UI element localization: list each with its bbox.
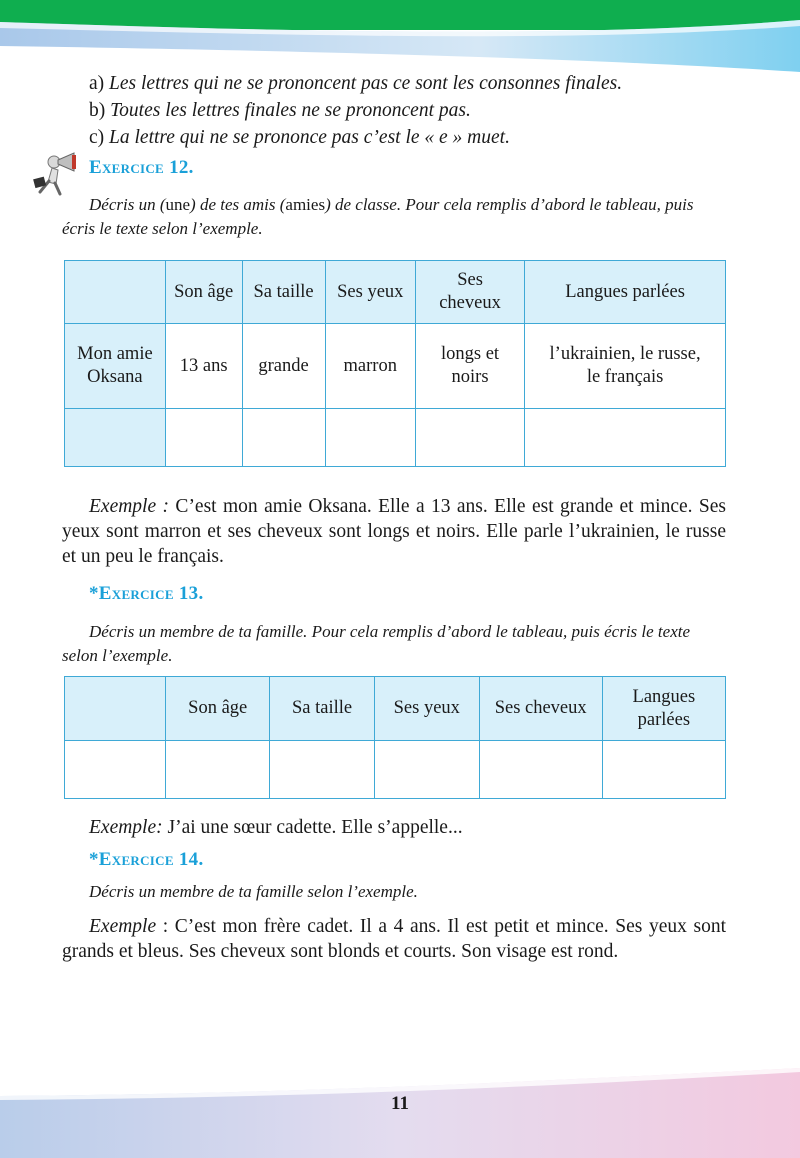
- example-label: Exemple :: [89, 496, 170, 517]
- table-cell: l’ukrainien, le russe, le français: [525, 324, 726, 409]
- instruction-part: amies: [285, 195, 326, 214]
- table-cell: grande: [242, 324, 325, 409]
- exercise-12-instruction: [62, 193, 728, 241]
- option-text: Les lettres qui ne se prononcent pas ce sont les consonnes finales.: [109, 73, 623, 94]
- exercise-14-title: *Exercice 14.: [89, 849, 204, 870]
- exercise-14-example: [62, 914, 726, 964]
- option-b: [89, 99, 471, 123]
- table-header-cell: Langues parlées: [602, 677, 725, 741]
- table-cell-empty[interactable]: [165, 409, 242, 467]
- table-header-row: [65, 261, 726, 324]
- example-text: C’est mon amie Oksana. Elle a 13 ans. Elle est grande et mince. Ses yeux sont marron et ses cheveux sont longs et noirs. Elle parle l’ukrainien, le russe et un peu le français.: [62, 496, 726, 567]
- table-header-cell: Son âge: [166, 677, 270, 741]
- table-cell: marron: [325, 324, 415, 409]
- table-header-cell: [65, 677, 166, 741]
- exercise-13-table: [64, 676, 726, 799]
- instruction-part: une: [165, 195, 191, 214]
- table-cell: Mon amie Oksana: [65, 324, 166, 409]
- table-row-empty: [65, 409, 726, 467]
- megaphone-figure-icon: [28, 150, 80, 198]
- instruction-part: ) de tes amis (: [190, 195, 286, 214]
- exercise-12-table: [64, 260, 726, 467]
- table-row: [65, 324, 726, 409]
- table-header-cell: Sa taille: [242, 261, 325, 324]
- table-cell-empty[interactable]: [415, 409, 524, 467]
- page-number: 11: [391, 1093, 409, 1114]
- table-cell: 13 ans: [165, 324, 242, 409]
- exercise-12-example: [62, 494, 726, 569]
- table-cell-empty[interactable]: [65, 409, 166, 467]
- example-label: Exemple: [89, 916, 157, 937]
- instruction-part: ) de classe. Pour cela remplis d’abord le tableau, puis écris le texte selon l’exemple.: [62, 195, 694, 238]
- example-text: : C’est mon frère cadet. Il a 4 ans. Il est petit et mince. Ses yeux sont grands et bleus. Ses cheveux sont blonds et courts. Son visage est rond.: [62, 916, 726, 962]
- option-text: La lettre qui ne se prononce pas c’est le « e » muet.: [109, 127, 510, 148]
- table-cell-empty[interactable]: [242, 409, 325, 467]
- table-cell-empty[interactable]: [270, 741, 375, 799]
- table-cell-empty[interactable]: [525, 409, 726, 467]
- exercise-13-title: *Exercice 13.: [89, 583, 204, 604]
- table-header-cell: Ses yeux: [325, 261, 415, 324]
- table-header-cell: [65, 261, 166, 324]
- table-cell-empty[interactable]: [166, 741, 270, 799]
- table-header-cell: Sa taille: [270, 677, 375, 741]
- option-text: Toutes les lettres finales ne se prononcent pas.: [110, 100, 471, 121]
- table-header-cell: Langues parlées: [525, 261, 726, 324]
- instruction-part: Décris un (: [89, 195, 166, 214]
- table-cell-empty[interactable]: [479, 741, 602, 799]
- exercise-13-example: [89, 815, 729, 840]
- option-c: [89, 126, 510, 150]
- table-header-cell: Ses cheveux: [479, 677, 602, 741]
- option-a: [89, 72, 622, 96]
- table-header-row: [65, 677, 726, 741]
- example-text: J’ai une sœur cadette. Elle s’appelle...: [162, 817, 463, 838]
- option-letter: a): [89, 73, 105, 94]
- exercise-12-title: Exercice 12.: [89, 157, 194, 178]
- top-decorative-band: [0, 0, 800, 80]
- table-cell-empty[interactable]: [374, 741, 479, 799]
- table-cell: longs et noirs: [415, 324, 524, 409]
- table-cell-empty[interactable]: [602, 741, 725, 799]
- table-header-cell: Son âge: [165, 261, 242, 324]
- table-row-empty: [65, 741, 726, 799]
- option-letter: b): [89, 100, 106, 121]
- table-header-cell: Ses yeux: [374, 677, 479, 741]
- table-cell-empty[interactable]: [325, 409, 415, 467]
- exercise-13-instruction: Décris un membre de ta famille. Pour cela remplis d’abord le tableau, puis écris le texte selon l’exemple.: [62, 622, 691, 665]
- option-letter: c): [89, 127, 105, 148]
- exercise-14-instruction: Décris un membre de ta famille selon l’exemple.: [89, 882, 418, 901]
- table-header-cell: Ses cheveux: [415, 261, 524, 324]
- example-label: Exemple:: [89, 817, 163, 838]
- table-cell-empty[interactable]: [65, 741, 166, 799]
